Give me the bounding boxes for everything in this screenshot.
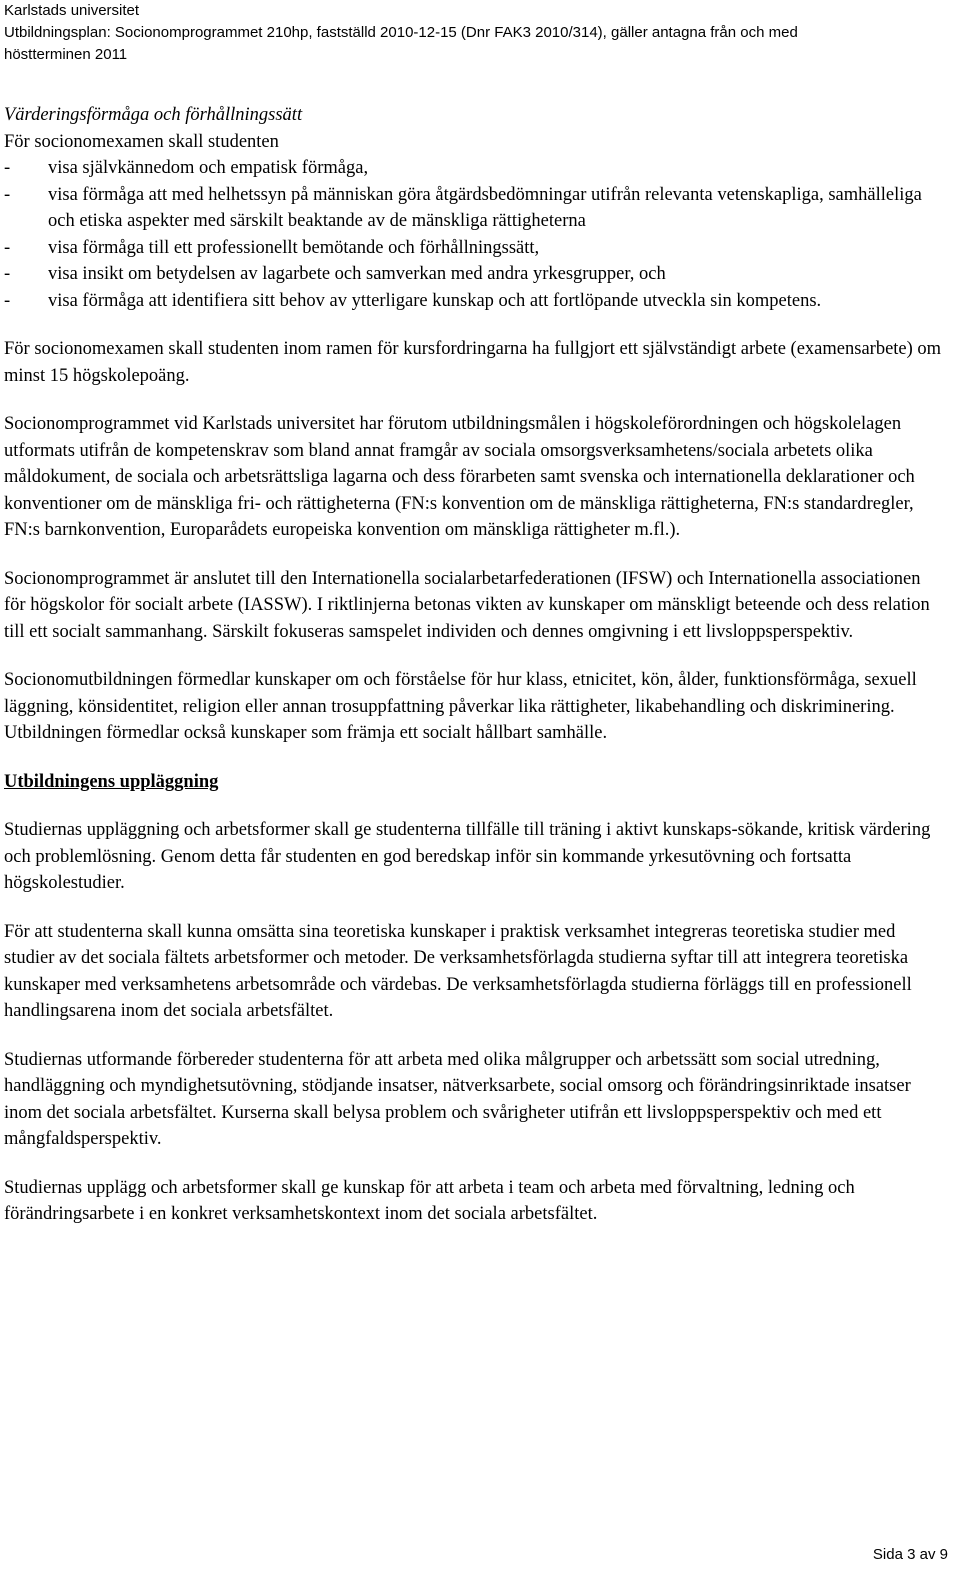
list-item: - visa förmåga att identifiera sitt behov av ytterligare kunskap och att fortlöpande utveckla sin kompetens.	[4, 288, 944, 315]
list-item: - visa självkännedom och empatisk förmåga,	[4, 155, 944, 182]
paragraph-team: Studiernas upplägg och arbetsformer skall ge kunskap för att arbeta i team och arbeta med förvaltning, ledning och förändringsarbete i en konkret verksamhetskontext inom det sociala arbetsfältet.	[4, 1177, 855, 1224]
paragraph-utformande: Studiernas utformande förbereder studenterna för att arbeta med olika målgrupper och arbetssätt som social utredning, handläggning och myndighetsutövning, stödjande insatser, nätverksarbete, social omsorg och förändringsinriktade insatser inom det sociala arbetsfältet. Kurserna skall belysa problem och svårigheter utifrån ett livsloppsperspektiv och med ett mångfaldsperspektiv.	[4, 1049, 911, 1149]
page-of: av	[919, 1546, 936, 1563]
page-label: Sida	[872, 1546, 903, 1563]
header-university: Karlstads universitet	[4, 2, 140, 19]
section-heading-upplaggning: Utbildningens uppläggning	[4, 771, 219, 792]
dash-marker: -	[4, 264, 11, 284]
section-title: Värderingsförmåga och förhållningssätt	[4, 105, 303, 125]
dash-marker: -	[4, 290, 11, 311]
header-title-line2: höstterminen 2011	[4, 46, 128, 63]
list-item: - visa förmåga att med helhetssyn på människan göra åtgärdsbedömningar utifrån relevanta vetenskapliga, samhälleliga och etiska aspekter med särskilt beaktande av de mänskliga rättigheterna	[4, 182, 944, 235]
section-intro: För socionomexamen skall studenten	[4, 131, 279, 152]
dash-marker: -	[4, 184, 11, 205]
paragraph-arbetsformer: Studiernas uppläggning och arbetsformer skall ge studenterna tillfälle till träning i aktivt kunskaps-sökande, kritisk värdering och problemlösning. Genom detta får studenten en god beredskap inför sin kommande yrkesutövning och fortsatta högskolestudier.	[4, 820, 931, 893]
header-title-line1: Utbildningsplan: Socionomprogrammet 210hp, fastställd 2010-12-15 (Dnr FAK3 2010/314), gäller antagna från och med	[4, 24, 798, 41]
page-number	[873, 1546, 948, 1563]
dash-marker: -	[4, 237, 11, 258]
paragraph-diskriminering: Socionomutbildningen förmedlar kunskaper om och förståelse för hur klass, etnicitet, kön, ålder, funktionsförmåga, sexuell läggning, könsidentitet, religion eller annan trosuppfattning påverkar lika rättigheter, likabehandling och diskriminering. Utbildningen förmedlar också kunskaper som främja ett socialt hållbart samhälle.	[4, 670, 917, 743]
paragraph-ifsw: Socionomprogrammet är anslutet till den Internationella socialarbetarfederationen (IFSW) och Internationella associationen för högskolor för socialt arbete (IASSW). I riktlinjerna betonas vikten av kunskaper om mänskligt beteende och dess relation till ett socialt sammanhang. Särskilt fokuseras samspelet individen och dennes omgivning i ett livsloppsperspektiv.	[4, 568, 930, 642]
paragraph-kompetenskrav: Socionomprogrammet vid Karlstads universitet har förutom utbildningsmålen i högskoleförordningen och högskolelagen utformats utifrån de kompetenskrav som bland annat framgår av sociala omsorgsverksamhetens/sociala arbetets olika måldokument, de sociala och arbetsrättsliga lagarna och dess förarbeten samt svenska och internationella deklarationer och konventioner om de mänskliga fri- och rättigheterna (FN:s konvention om de mänskliga rättigheterna, FN:s standardregler, FN:s barnkonvention, Europarådets europeiska konvention om mänskliga rättigheter m.fl.).	[4, 414, 915, 540]
page-total: 9	[939, 1546, 948, 1563]
page-header	[4, 0, 944, 66]
page-current: 3	[907, 1546, 916, 1563]
list-item: - visa förmåga till ett professionellt bemötande och förhållningssätt,	[4, 235, 944, 262]
paragraph-verksamhetsforlagda: För att studenterna skall kunna omsätta sina teoretiska kunskaper i praktisk verksamhet integreras teoretiska studier med studier av det sociala fältets arbetsformer och metoder. De verksamhetsförlagda studierna syftar till att integrera teoretiska kunskaper med verksamhetens arbetsområde och värdebas. De verksamhetsförlagda studierna förläggs till en professionell handlingsarena inom det sociala arbetsfältet.	[4, 921, 912, 1021]
paragraph-examensarbete: För socionomexamen skall studenten inom ramen för kursfordringarna ha fullgjort ett självständigt arbete (examensarbete) om minst 15 högskolepoäng.	[4, 339, 942, 386]
document-body	[4, 102, 944, 1228]
list-item: - visa insikt om betydelsen av lagarbete och samverkan med andra yrkesgrupper, och	[4, 261, 944, 288]
dash-marker: -	[4, 158, 11, 178]
bullet-list	[4, 155, 944, 314]
